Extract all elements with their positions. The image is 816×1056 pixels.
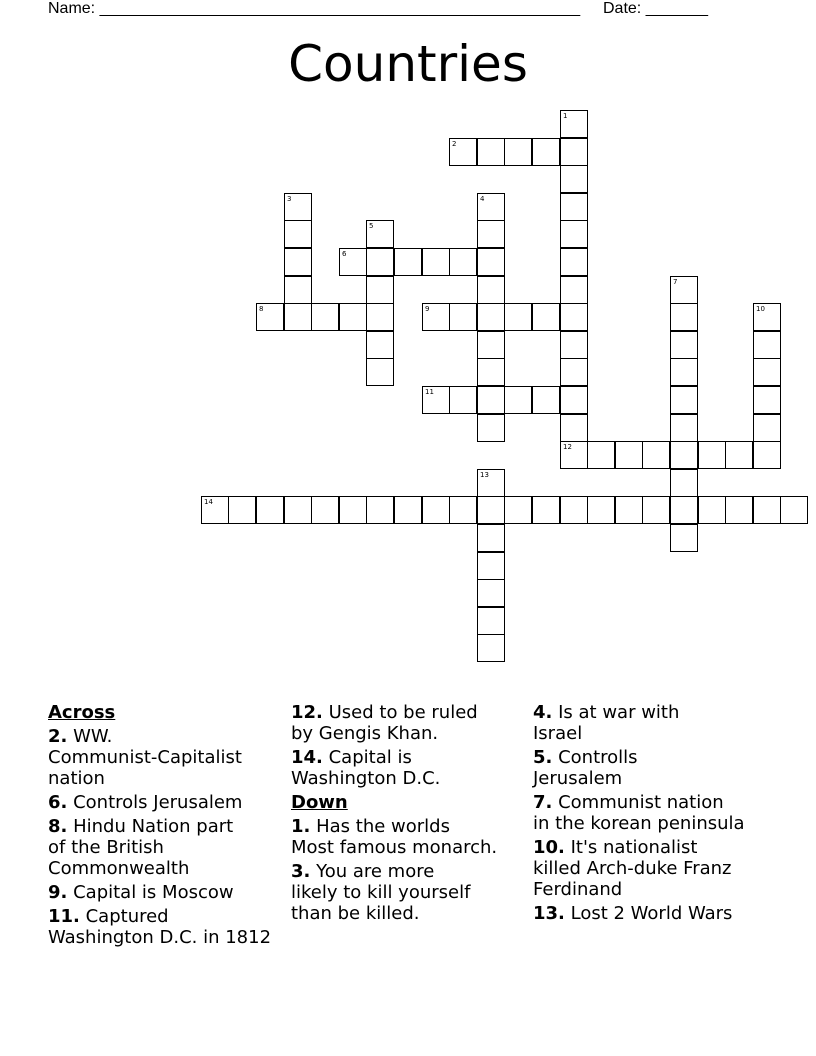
clue-number: 10.: [533, 837, 565, 858]
clue-text: Capital is Moscow: [67, 882, 234, 903]
clue: [48, 816, 283, 879]
clue-number: 10: [756, 305, 765, 313]
grid-cell[interactable]: [698, 496, 726, 524]
clue-number: 1: [563, 112, 568, 120]
name-line[interactable]: ______________________________________________________: [99, 0, 581, 17]
grid-cell[interactable]: [560, 110, 588, 138]
clue-text: Controls Jerusalem: [67, 792, 243, 813]
clues-column-2: [291, 702, 526, 927]
grid-cell[interactable]: [366, 496, 394, 524]
clue: [291, 702, 526, 744]
page-title: Countries: [288, 35, 528, 93]
across-heading: Across: [48, 702, 116, 723]
clue-text: Controlls Jerusalem: [533, 747, 638, 789]
grid-cell[interactable]: [422, 248, 450, 276]
grid-cell[interactable]: [256, 496, 284, 524]
grid-cell[interactable]: [670, 524, 698, 552]
date-label: Date:: [603, 0, 642, 17]
clue-number: 2: [452, 140, 457, 148]
grid-cell[interactable]: [477, 634, 505, 662]
grid-cell[interactable]: [449, 138, 477, 166]
clue-text: Hindu Nation part of the British Commonwealth: [48, 816, 234, 879]
grid-cell[interactable]: [753, 414, 781, 442]
grid-cell[interactable]: [670, 303, 698, 331]
clue-text: Used to be ruled by Gengis Khan.: [291, 702, 478, 744]
grid-cell[interactable]: [504, 303, 532, 331]
grid-cell[interactable]: [477, 414, 505, 442]
grid-cell[interactable]: [753, 496, 781, 524]
grid-cell[interactable]: [366, 358, 394, 386]
clue: [291, 747, 526, 789]
grid-cell[interactable]: [560, 331, 588, 359]
grid-cell[interactable]: [284, 496, 312, 524]
grid-cell[interactable]: [642, 496, 670, 524]
grid-cell[interactable]: [725, 441, 753, 469]
across-clue-list-continued: [291, 702, 526, 789]
grid-cell[interactable]: [587, 441, 615, 469]
grid-cell[interactable]: [339, 303, 367, 331]
clue: [533, 747, 773, 789]
grid-cell[interactable]: [532, 386, 560, 414]
grid-cell[interactable]: [560, 358, 588, 386]
grid-cell[interactable]: [284, 276, 312, 304]
clue-number: 9: [425, 305, 430, 313]
grid-cell[interactable]: [477, 331, 505, 359]
clue: [48, 792, 283, 813]
clue: [291, 861, 526, 924]
grid-cell[interactable]: [615, 441, 643, 469]
down-clue-list: [291, 816, 526, 924]
grid-cell[interactable]: [477, 386, 505, 414]
grid-cell[interactable]: [477, 276, 505, 304]
clue-number: 1.: [291, 816, 311, 837]
grid-cell[interactable]: [366, 276, 394, 304]
grid-cell[interactable]: [670, 441, 698, 469]
grid-cell[interactable]: [449, 496, 477, 524]
grid-cell[interactable]: [504, 138, 532, 166]
grid-cell[interactable]: [642, 441, 670, 469]
clue-number: 13: [480, 471, 489, 479]
clue: [291, 816, 526, 858]
clue: [533, 903, 773, 924]
grid-cell[interactable]: [477, 303, 505, 331]
grid-cell[interactable]: [560, 386, 588, 414]
across-clue-list: [48, 726, 283, 948]
grid-cell[interactable]: [670, 469, 698, 497]
clue: [533, 792, 773, 834]
clue-number: 8: [259, 305, 264, 313]
clue-text: It's nationalist killed Arch-duke Franz Ferdinand: [533, 837, 732, 900]
grid-cell[interactable]: [670, 414, 698, 442]
clue-text: Has the worlds Most famous monarch.: [291, 816, 498, 858]
clue-number: 12: [563, 443, 572, 451]
grid-cell[interactable]: [753, 331, 781, 359]
grid-cell[interactable]: [477, 552, 505, 580]
grid-cell[interactable]: [753, 386, 781, 414]
grid-cell[interactable]: [615, 496, 643, 524]
clue: [533, 837, 773, 900]
grid-cell[interactable]: [560, 303, 588, 331]
grid-cell[interactable]: [725, 496, 753, 524]
clue-number: 3.: [291, 861, 311, 882]
grid-cell[interactable]: [753, 303, 781, 331]
grid-cell[interactable]: [339, 248, 367, 276]
clue: [533, 702, 773, 744]
grid-cell[interactable]: [311, 496, 339, 524]
grid-cell[interactable]: [366, 220, 394, 248]
grid-cell[interactable]: [698, 441, 726, 469]
grid-cell[interactable]: [560, 496, 588, 524]
grid-cell[interactable]: [560, 276, 588, 304]
grid-cell[interactable]: [366, 331, 394, 359]
clue-text: Lost 2 World Wars: [564, 903, 733, 924]
clue-number: 11.: [48, 906, 80, 927]
grid-cell[interactable]: [532, 303, 560, 331]
grid-cell[interactable]: [477, 524, 505, 552]
grid-cell[interactable]: [587, 496, 615, 524]
clue: [48, 906, 283, 948]
clue-number: 6.: [48, 792, 68, 813]
grid-cell[interactable]: [560, 165, 588, 193]
grid-cell[interactable]: [477, 193, 505, 221]
clues-column-3: [533, 702, 773, 927]
grid-cell[interactable]: [477, 138, 505, 166]
grid-cell[interactable]: [560, 248, 588, 276]
down-clue-list-continued: [533, 702, 773, 924]
date-line[interactable]: _______: [645, 0, 708, 17]
grid-cell[interactable]: [366, 248, 394, 276]
grid-cell[interactable]: [753, 358, 781, 386]
clue-number: 7.: [533, 792, 553, 813]
grid-cell[interactable]: [449, 248, 477, 276]
grid-cell[interactable]: [560, 138, 588, 166]
grid-cell[interactable]: [284, 220, 312, 248]
grid-cell[interactable]: [670, 386, 698, 414]
grid-cell[interactable]: [560, 441, 588, 469]
grid-cell[interactable]: [422, 386, 450, 414]
grid-cell[interactable]: [504, 496, 532, 524]
grid-cell[interactable]: [477, 220, 505, 248]
grid-cell[interactable]: [670, 496, 698, 524]
clue-number: 3: [287, 195, 292, 203]
clue-number: 7: [673, 278, 678, 286]
grid-cell[interactable]: [201, 496, 229, 524]
grid-cell[interactable]: [477, 469, 505, 497]
grid-cell[interactable]: [311, 303, 339, 331]
clue-text: Capital is Washington D.C.: [291, 747, 441, 789]
clue-text: Communist nation in the korean peninsula: [533, 792, 745, 834]
grid-cell[interactable]: [670, 358, 698, 386]
grid-cell[interactable]: [560, 414, 588, 442]
grid-cell[interactable]: [449, 303, 477, 331]
grid-cell[interactable]: [284, 303, 312, 331]
name-label: Name:: [48, 0, 96, 17]
clue-number: 14.: [291, 747, 323, 768]
grid-cell[interactable]: [394, 496, 422, 524]
clue: [48, 726, 283, 789]
clue-text: You are more likely to kill yourself than be killed.: [291, 861, 471, 924]
grid-cell[interactable]: [228, 496, 256, 524]
grid-cell[interactable]: [477, 358, 505, 386]
clue-number: 8.: [48, 816, 68, 837]
grid-cell[interactable]: [422, 303, 450, 331]
grid-cell[interactable]: [753, 441, 781, 469]
grid-cell[interactable]: [560, 193, 588, 221]
grid-cell[interactable]: [422, 496, 450, 524]
grid-cell[interactable]: [670, 331, 698, 359]
grid-cell[interactable]: [477, 579, 505, 607]
clue-number: 2.: [48, 726, 68, 747]
grid-cell[interactable]: [339, 496, 367, 524]
grid-cell[interactable]: [284, 248, 312, 276]
grid-cell[interactable]: [780, 496, 808, 524]
grid-cell[interactable]: [477, 496, 505, 524]
clue-text: Captured Washington D.C. in 1812: [48, 906, 272, 948]
grid-cell[interactable]: [256, 303, 284, 331]
grid-cell[interactable]: [532, 496, 560, 524]
clue-number: 5: [369, 222, 374, 230]
clue-text: WW. Communist-Capitalist nation: [48, 726, 242, 789]
grid-cell[interactable]: [477, 248, 505, 276]
grid-cell[interactable]: [670, 276, 698, 304]
clue-number: 4: [480, 195, 485, 203]
clue-number: 14: [204, 498, 213, 506]
clue-number: 4.: [533, 702, 553, 723]
clue-number: 5.: [533, 747, 553, 768]
clue: [48, 882, 283, 903]
clue-number: 11: [425, 388, 434, 396]
grid-cell[interactable]: [284, 193, 312, 221]
clue-number: 13.: [533, 903, 565, 924]
grid-cell[interactable]: [560, 220, 588, 248]
grid-cell[interactable]: [394, 248, 422, 276]
clue-text: Is at war with Israel: [533, 702, 680, 744]
grid-cell[interactable]: [504, 386, 532, 414]
clue-number: 6: [342, 250, 347, 258]
grid-cell[interactable]: [449, 386, 477, 414]
clue-number: 12.: [291, 702, 323, 723]
clue-number: 9.: [48, 882, 68, 903]
grid-cell[interactable]: [366, 303, 394, 331]
grid-cell[interactable]: [477, 607, 505, 635]
clues-column-1: [48, 702, 283, 951]
down-heading: Down: [291, 792, 348, 813]
grid-cell[interactable]: [532, 138, 560, 166]
